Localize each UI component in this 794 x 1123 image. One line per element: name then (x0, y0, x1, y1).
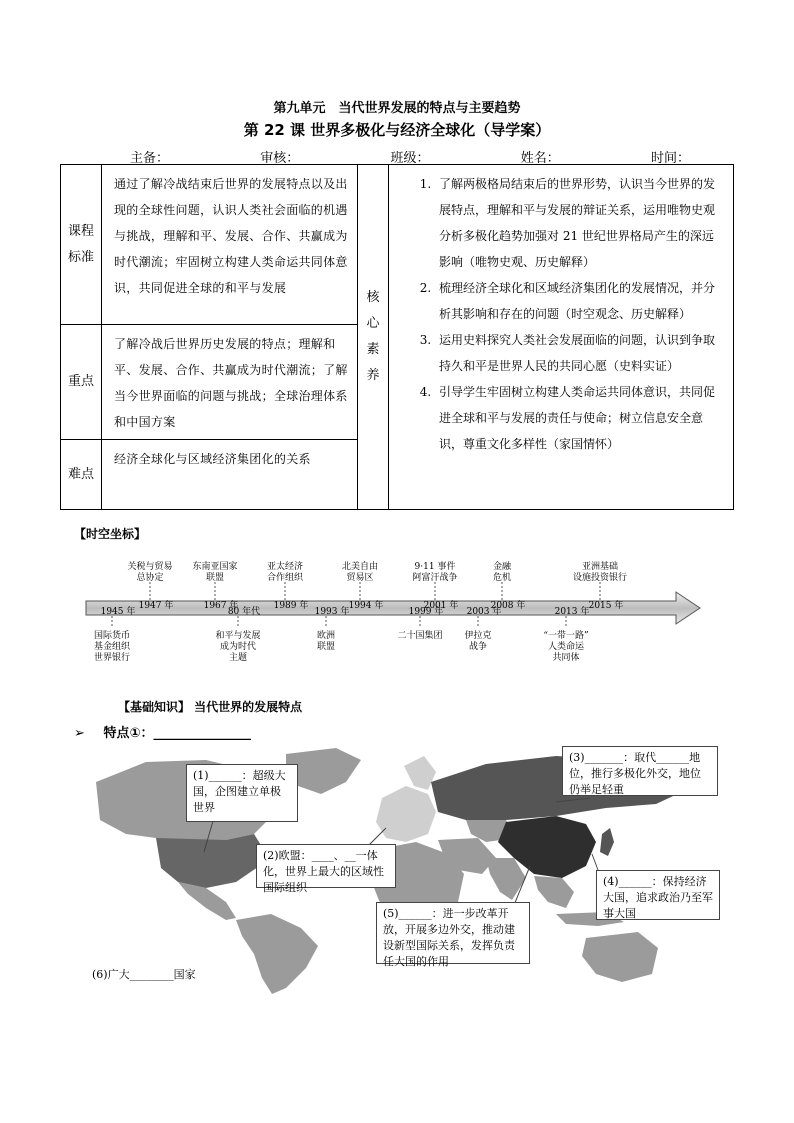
timeline-event-label: 亚太经济 (266, 562, 304, 572)
curriculum-text: 通过了解冷战结束后世界的发展特点以及出现的全球性问题，认识人类社会面临的机遇与挑战，理解和平、发展、合作、共赢成为时代潮流；牢固树立构建人类命运共同体意识，共同促进全球的和平与发展 (114, 177, 348, 295)
timeline-event-label: 亚洲基础 (581, 562, 619, 572)
timeline-year: 2003 年 (466, 607, 502, 617)
timeline-event-label: 东南亚国家 (192, 562, 238, 572)
timeline-year: 2015 年 (588, 601, 624, 611)
meta-row (130, 147, 690, 165)
timeline-year: 1945 年 (100, 607, 136, 617)
timeline-event-label: 和平与发展 (215, 631, 261, 641)
key-points-label: 重点 (61, 325, 102, 440)
timeline-year: 1989 年 (273, 601, 309, 611)
callout-4-japan: (4)______：保持经济大国，追求政治乃至军事大国 (596, 870, 720, 920)
core-item: 4. 引导学生牢固树立构建人类命运共同体意识，共同促进全球和平与发展的责任与使命；树立信息安全意识，尊重文化多样性（家国情怀） (435, 379, 723, 457)
callout-1-usa: (1)______：超级大国，企图建立单极世界 (186, 764, 298, 822)
timeline-event-label: 阿富汗战争 (412, 573, 458, 583)
timeline-diagram (80, 556, 720, 666)
basics-section-title: 【基础知识】 当代世界的发展特点 (118, 700, 303, 714)
timeline-year: 1999 年 (408, 607, 444, 617)
timeline-event-label: 9·11 事件 (414, 562, 456, 572)
timeline-event-label: 贸易区 (346, 573, 374, 583)
callout-5-china: (5)______：进一步改革开放，开展多边外交，推动建设新型国际关系，发挥负责任大国的作用 (376, 902, 530, 964)
meta-class: 班级： (390, 151, 430, 166)
meta-preparer: 主备： (130, 151, 170, 166)
callout-3-russia: (3)_______：取代______地位，推行多极化外交，地位仍举足轻重 (562, 746, 718, 796)
difficulty-cell (102, 440, 358, 510)
core-item: 3. 运用史料探究人类社会发展面临的问题，认识到争取持久和平是世界人民的共同心愿（史料实证） (435, 327, 723, 379)
timeline-year: 1994 年 (348, 601, 384, 611)
timeline-event-label: 基金组织 (93, 642, 131, 652)
timeline-year: 2008 年 (490, 601, 526, 611)
timeline-event-label: 战争 (468, 642, 488, 652)
timeline-year: 1993 年 (314, 607, 350, 617)
timeline-event-label: 北美自由 (341, 562, 379, 572)
callout-2-eu: (2)欧盟：____、__一体化，世界上最大的区域性国际组织 (256, 844, 396, 888)
meta-time: 时间： (650, 151, 690, 166)
core-item: 1. 了解两极格局结束后的世界形势，认识当今世界的发展特点，理解和平与发展的辩证关系，运用唯物史观分析多极化趋势加强对 21 世纪世界格局产生的深远影响（唯物史观、历史解释） (435, 171, 723, 275)
core-item: 2. 梳理经济全球化和区域经济集团化的发展情况，并分析其影响和存在的问题（时空观念、历史解释） (435, 275, 723, 327)
core-literacy-cell (389, 165, 734, 510)
key-points-text: 了解冷战后世界历史发展的特点；理解和平、发展、合作、共赢成为时代潮流；了解当今世界面临的问题与挑战；全球治理体系和中国方案 (114, 337, 348, 429)
core-literacy-label: 核 心 素 养 (358, 165, 389, 510)
difficulty-label: 难点 (61, 440, 102, 510)
meta-name: 姓名： (520, 151, 560, 166)
timeline-year: 1947 年 (138, 601, 174, 611)
feature-one-blank: _______________ (153, 726, 251, 741)
bullet-icon: ➢ (74, 726, 85, 741)
timeline-event-label: 欧洲 (316, 631, 336, 641)
callout-6-developing: (6)广大________国家 (92, 968, 196, 981)
timeline-event-label: 世界银行 (93, 653, 131, 663)
feature-one-label: 特点①： (103, 726, 154, 741)
meta-reviewer: 审核： (260, 151, 300, 166)
lesson-title: 第 22 课 世界多极化与经济全球化（导学案） (243, 121, 551, 139)
timeline-event-label: 总协定 (136, 573, 164, 583)
timeline-event-label: 二十国集团 (397, 631, 443, 641)
objectives-table (60, 164, 734, 510)
key-points-cell (102, 325, 358, 440)
difficulty-text: 经济全球化与区域经济集团化的关系 (114, 452, 311, 466)
timeline-year: 80 年代 (227, 607, 261, 617)
timeline-year: 1967 年 (203, 601, 239, 611)
timeline-event-label: 主题 (228, 653, 248, 663)
timeline-event-label: 关税与贸易 (127, 562, 173, 572)
core-literacy-list (389, 165, 733, 461)
unit-title: 第九单元 当代世界发展的特点与主要趋势 (273, 101, 521, 116)
timeline-year: 2013 年 (554, 607, 590, 617)
timeline-year: 2001 年 (423, 601, 459, 611)
timeline-event-label: 联盟 (316, 642, 336, 652)
timeline-event-label: 国际货币 (93, 631, 131, 641)
curriculum-label: 课程标准 (61, 165, 102, 325)
timeline-event-label: 共同体 (552, 653, 580, 663)
timeline-event-label: 设施投资银行 (572, 573, 628, 583)
timeline-event-label: 合作组织 (266, 573, 304, 583)
timeline-event-label: 伊拉克 (464, 631, 492, 641)
timeline-event-label: 人类命运 (547, 642, 585, 652)
curriculum-cell (102, 165, 358, 325)
timeline-event-label: 联盟 (205, 573, 225, 583)
timeline-event-label: 成为时代 (219, 642, 257, 652)
timeline-event-label: 金融 (492, 562, 512, 572)
feature-one-line (74, 722, 251, 741)
timeline-section-title: 【时空坐标】 (74, 527, 147, 541)
timeline-event-label: “一带一路” (543, 631, 589, 641)
timeline-event-label: 危机 (492, 573, 512, 583)
